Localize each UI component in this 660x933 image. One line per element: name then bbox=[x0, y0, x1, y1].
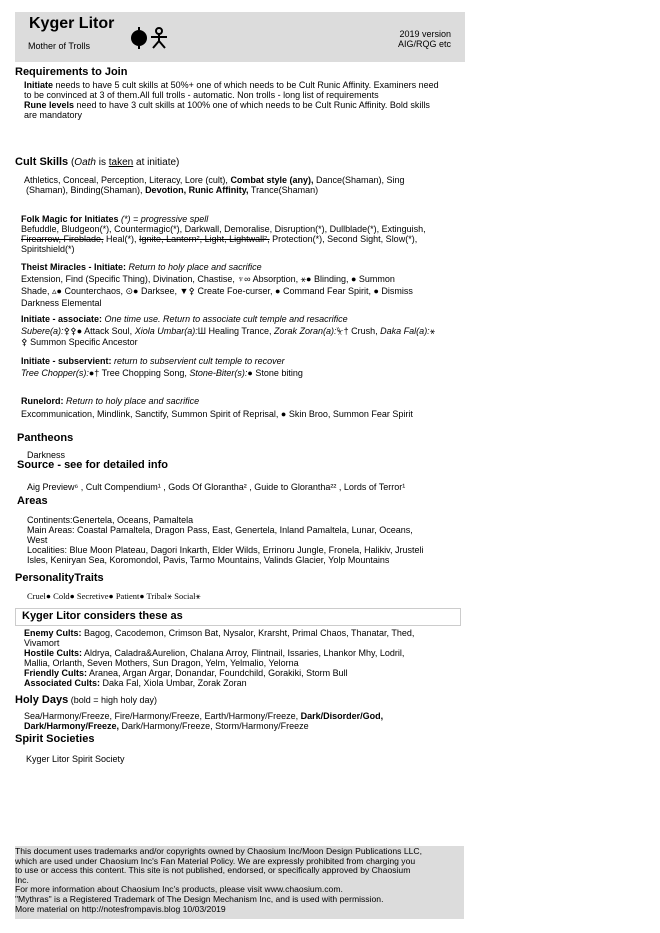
footer-line: "Mythras" is a Registered Trademark of The Design Mechanism Inc, and is used with permission. bbox=[15, 893, 384, 904]
runelord-section bbox=[21, 396, 461, 419]
theist-heading: Theist Miracles - Initiate: bbox=[21, 262, 127, 272]
skills-part: (Shaman), Binding(Shaman), bbox=[26, 185, 146, 195]
note-oath: Oath bbox=[74, 157, 96, 168]
folk-magic-part: Protection(*), Second Sight, Slow(*), bbox=[269, 234, 418, 244]
subservient-heading: Initiate - subservient: bbox=[21, 356, 112, 366]
associate-section bbox=[21, 314, 461, 347]
footer-line: For more information about Chaosium Inc's products, please visit www.chaosium.com. bbox=[15, 884, 343, 895]
subservient-section bbox=[21, 356, 461, 378]
spirit-societies-heading: Spirit Societies bbox=[15, 733, 95, 745]
holy-days-title: Holy Days bbox=[15, 694, 69, 706]
theist-line: Extension, Find (Specific Thing), Divination, Chastise, ♆∞ Absorption, ⚹● Blinding, ● Summon bbox=[21, 274, 395, 284]
areas-continents: Continents:Genertela, Oceans, Pamaltela bbox=[27, 515, 194, 525]
areas-main: West bbox=[27, 535, 48, 545]
associated-cults: Daka Fal, Xiola Umbar, Zorak Zoran bbox=[100, 678, 247, 688]
folk-magic-part: Heal(*), bbox=[103, 234, 140, 244]
footer-line: More material on http://notesfrompavis.blog 10/03/2019 bbox=[15, 903, 226, 914]
high-holy-day: Dark/Harmony/Freeze, bbox=[24, 721, 120, 731]
enemy-cults: Bagog, Cacodemon, Crimson Bat, Nysalor, Krarsht, Primal Chaos, Thanatar, Thed, bbox=[81, 628, 415, 638]
folk-magic-line: Spiritshield(*) bbox=[21, 244, 75, 254]
areas-localities: Localities: Blue Moon Plateau, Dagori Inkarth, Elder Wilds, Errinoru Jungle, Fronela, Halikiv, Jrusteli bbox=[27, 545, 424, 555]
note-open: ( bbox=[68, 157, 75, 168]
folk-magic-line: Befuddle, Bludgeon(*), Countermagic(*), Darkwall, Demoralise, Disruption(*), Dullblade(*), Extinguish, bbox=[21, 224, 426, 234]
cult-skills-heading bbox=[15, 156, 179, 168]
associate-spell: ⏧† Crush, bbox=[336, 326, 381, 336]
associate-cult: Subere(a): bbox=[21, 326, 64, 336]
runelord-heading: Runelord: bbox=[21, 396, 64, 406]
areas-main: Main Areas: Coastal Pamaltela, Dragon Pass, East, Genertela, Inland Pamaltela, Lunar, Oceans, bbox=[27, 525, 413, 535]
folk-magic-section bbox=[21, 214, 451, 254]
man-rune-icon bbox=[151, 28, 167, 48]
requirements-text bbox=[24, 80, 444, 120]
holy-days-part: Sea/Harmony/Freeze, Fire/Harmony/Freeze, Earth/Harmony/Freeze, bbox=[24, 711, 301, 721]
cult-title: Kyger Litor bbox=[29, 15, 115, 32]
hostile-cults: Mallia, Orlanth, Seven Mothers, Sun Dragon, Yelm, Yelmalio, Yelorna bbox=[24, 658, 299, 668]
holy-days-note: (bold = high holy day) bbox=[68, 695, 158, 705]
rune-levels-label: Rune levels bbox=[24, 100, 75, 110]
runelord-note: Return to holy place and sacrifice bbox=[63, 396, 200, 406]
footer-line: to use or access this content. This site is not published, endorsed, or specifically approved by Chaosium bbox=[15, 865, 411, 876]
holy-days-part: Dark/Harmony/Freeze, Storm/Harmony/Freeze bbox=[119, 721, 309, 731]
source-heading: Source - see for detailed info bbox=[17, 459, 168, 471]
theist-miracles-section bbox=[21, 262, 461, 308]
skills-part: Athletics, Conceal, Perception, Literacy, Lore (cult), bbox=[24, 175, 231, 185]
friendly-label: Friendly Cults: bbox=[24, 668, 88, 678]
rune-level-requirements: need to have 3 cult skills at 100% one of which needs to be Cult Runic Affinity. Bold skills are mandatory bbox=[24, 100, 430, 120]
folk-magic-heading: Folk Magic for Initiates bbox=[21, 214, 119, 224]
note-close: at initiate) bbox=[133, 157, 180, 168]
associate-heading: Initiate - associate: bbox=[21, 314, 103, 324]
footer-line: which are used under Chaosium Inc's Fan Material Policy. We are expressly prohibited from charging you bbox=[15, 855, 416, 866]
associate-spell: ⚴⚴● Attack Soul, bbox=[63, 326, 135, 336]
theist-line: Shade, ▵● Counterchaos, ⊙● Darksee, ▼⚴ Create Foe-curser, ● Command Fear Spirit, ● Dismiss bbox=[21, 286, 413, 296]
subservient-spell: ● Stone biting bbox=[247, 368, 303, 378]
pantheons-value: Darkness bbox=[27, 450, 66, 460]
folk-magic-note: (*) = progressive spell bbox=[118, 214, 209, 224]
holy-days-list bbox=[24, 711, 464, 731]
subservient-cult: Tree Chopper(s): bbox=[21, 368, 89, 378]
associated-label: Associated Cults: bbox=[24, 678, 101, 688]
considers-heading: Kyger Litor considers these as bbox=[22, 610, 183, 622]
hostile-cults: Aldrya, Caladra&Aurelion, Chalana Arroy, Flintnail, Issaries, Lhankor Mhy, Lodril, bbox=[82, 648, 405, 658]
areas-heading: Areas bbox=[17, 495, 48, 507]
personality-heading: PersonalityTraits bbox=[15, 572, 104, 584]
source-value: Aig Preview⁶ , Cult Compendium¹ , Gods Of Glorantha² , Guide to Glorantha²² , Lords of Terror¹ bbox=[27, 482, 406, 492]
relations-list bbox=[24, 628, 454, 688]
theist-line: Darkness Elemental bbox=[21, 298, 102, 308]
footer-line: Inc. bbox=[15, 874, 29, 885]
high-holy-day: Dark/Disorder/God, bbox=[300, 711, 384, 721]
associate-spell: Ш Healing Trance, bbox=[197, 326, 275, 336]
associate-note: One time use. Return to associate cult temple and resacrifice bbox=[102, 314, 348, 324]
skills-bold: Devotion, Runic Affinity, bbox=[145, 185, 249, 195]
holy-days-heading bbox=[15, 694, 157, 706]
subservient-note: return to subservient cult temple to recover bbox=[111, 356, 285, 366]
theist-note: Return to holy place and sacrifice bbox=[126, 262, 262, 272]
subservient-cult: Stone-Biter(s): bbox=[189, 368, 248, 378]
rune-icons bbox=[129, 26, 189, 55]
hostile-label: Hostile Cults: bbox=[24, 648, 83, 658]
associate-spell: ⚹ bbox=[429, 326, 436, 336]
cult-skills-title: Cult Skills bbox=[15, 156, 69, 168]
skills-part: Dance(Shaman), Sing bbox=[313, 175, 405, 185]
associate-line: ⚴ Summon Specific Ancestor bbox=[21, 337, 138, 347]
associate-cult: Zorak Zoran(a): bbox=[274, 326, 337, 336]
unavailable-spells: Firearrow, Fireblade, bbox=[21, 234, 104, 244]
skills-part: Trance(Shaman) bbox=[248, 185, 319, 195]
associate-cult: Xiola Umbar(a): bbox=[134, 326, 198, 336]
cult-skills-list bbox=[24, 175, 454, 195]
unavailable-spells: Ignite, Lantern², Light, Lightwall², bbox=[139, 234, 270, 244]
requirements-heading: Requirements to Join bbox=[15, 66, 128, 78]
pantheons-heading: Pantheons bbox=[17, 432, 74, 444]
cult-subtitle: Mother of Trolls bbox=[28, 41, 91, 51]
areas-text bbox=[27, 515, 457, 565]
associate-cult: Daka Fal(a): bbox=[380, 326, 430, 336]
skills-bold: Combat style (any), bbox=[230, 175, 314, 185]
enemy-label: Enemy Cults: bbox=[24, 628, 82, 638]
header-box bbox=[15, 12, 465, 62]
areas-localities: Isles, Keniryan Sea, Koromondol, Pavis, Tarmo Mountains, Valinds Glacier, Yolp Mountains bbox=[27, 555, 390, 565]
footer-line: This document uses trademarks and/or copyrights owned by Chaosium Inc/Moon Design Publications LLC, bbox=[15, 846, 422, 856]
considers-box bbox=[15, 608, 461, 626]
initiate-requirements: needs to have 5 cult skills at 50%+ one of which needs to be Cult Runic Affinity. Examiners need to be convinced at 3 of them.All full trolls - automatic. Non trolls - long list of requirements bbox=[24, 80, 439, 100]
version-line: 2019 version bbox=[399, 29, 451, 39]
subservient-spell: ●† Tree Chopping Song, bbox=[88, 368, 190, 378]
darkness-rune-icon bbox=[131, 27, 147, 49]
personality-traits: Cruel● Cold● Secretive● Patient● Tribal⚹ Social⚹ bbox=[27, 591, 201, 601]
footer-disclaimer bbox=[15, 846, 464, 919]
initiate-label: Initiate bbox=[24, 80, 54, 90]
runelord-line: Excommunication, Mindlink, Sanctify, Summon Spirit of Reprisal, ● Skin Broo, Summon Fear Spirit bbox=[21, 409, 413, 419]
version-info bbox=[398, 29, 451, 49]
note-is: is bbox=[95, 157, 109, 168]
spirit-societies-value: Kyger Litor Spirit Society bbox=[26, 754, 125, 764]
system-line: AIG/RQG etc bbox=[397, 39, 451, 49]
enemy-cults: Vivamort bbox=[24, 638, 60, 648]
friendly-cults: Aranea, Argan Argar, Donandar, Foundchild, Gorakiki, Storm Bull bbox=[87, 668, 348, 678]
note-taken: taken bbox=[108, 157, 134, 168]
